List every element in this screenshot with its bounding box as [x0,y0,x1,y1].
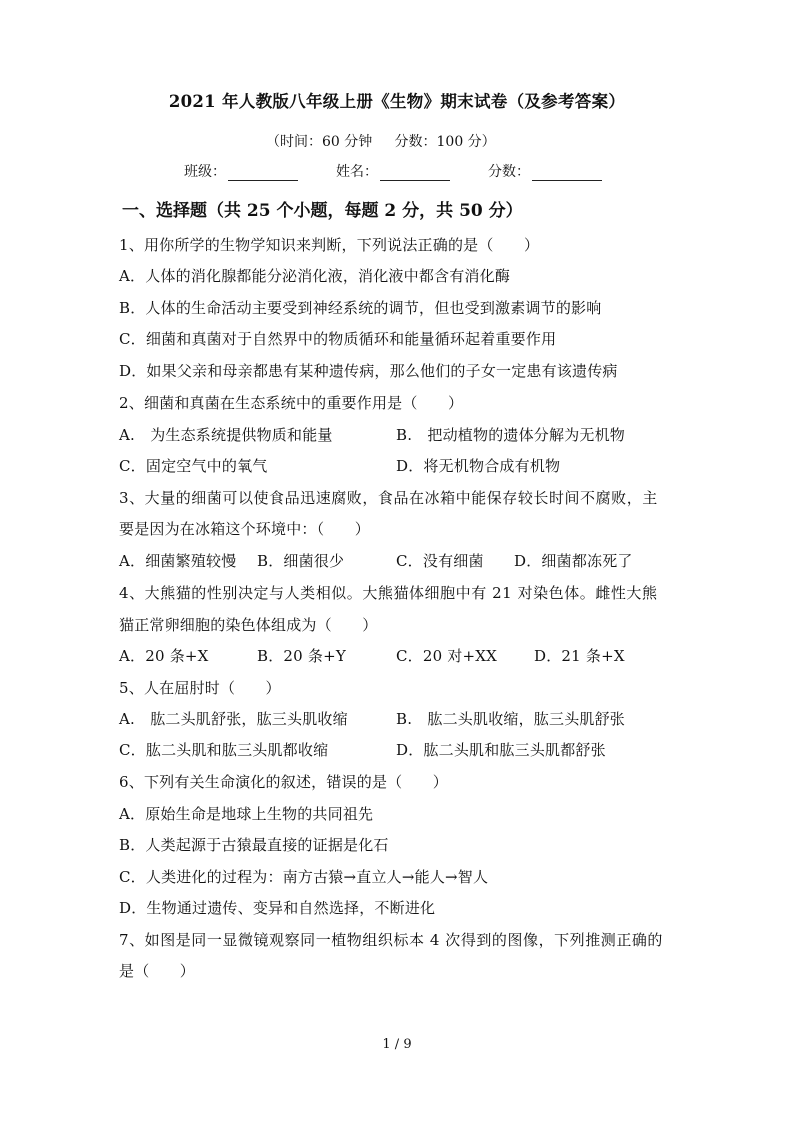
question-3-option-b: B．细菌很少 [257,552,345,570]
class-label: 班级： [184,164,226,180]
question-3-stem-line-2: 要是因为在冰箱这个环境中：（ ） [119,520,370,538]
question-1-option-a: A．人体的消化腺都能分泌消化液，消化液中都含有消化酶 [119,267,511,285]
question-5-row-1 [119,708,625,729]
score-field[interactable] [488,161,602,181]
question-2-option-a: A. 为生态系统提供物质和能量 [119,426,333,444]
question-4-option-d: D．21 条+X [534,647,625,665]
name-label: 姓名： [336,164,378,180]
name-blank-line[interactable] [380,165,450,181]
question-1-stem: 1、用你所学的生物学知识来判断，下列说法正确的是（ ） [119,236,540,254]
question-4-stem-line-1: 4、大熊猫的性别决定与人类相似。大熊猫体细胞中有 21 对染色体。雌性大熊 [119,584,658,602]
question-7-stem-line-2: 是（ ） [119,962,196,980]
score-label: 分数： [488,164,530,180]
class-field[interactable] [184,161,298,181]
question-6-option-c: C．人类进化的过程为：南方古猿→直立人→能人→智人 [119,868,489,886]
question-2-row-2 [119,455,561,476]
page-number: 1 / 9 [382,1037,412,1052]
question-3-option-d: D．细菌都冻死了 [514,552,633,570]
question-1-option-c: C．细菌和真菌对于自然界中的物质循环和能量循环起着重要作用 [119,330,557,348]
question-1-option-d: D．如果父亲和母亲都患有某种遗传病，那么他们的子女一定患有该遗传病 [119,362,618,380]
question-6-option-b: B．人类起源于古猿最直接的证据是化石 [119,836,389,854]
question-2-row-1 [119,424,625,445]
question-3-option-c: C．没有细菌 [396,552,484,570]
question-4-stem-line-2: 猫正常卵细胞的染色体组成为（ ） [119,616,378,634]
exam-title: 2021 年人教版八年级上册《生物》期末试卷（及参考答案） [168,92,626,111]
question-5-stem: 5、人在屈肘时（ ） [119,679,281,697]
question-5-option-d: D．肱二头肌和肱三头肌都舒张 [396,741,606,759]
exam-time-score: （时间：60 分钟 分数：100 分） [266,134,496,150]
score-blank-line[interactable] [532,165,602,181]
question-3-options [119,550,659,572]
question-4-option-a: A．20 条+X [119,647,209,665]
section-heading: 一、选择题（共 25 个小题，每题 2 分，共 50 分） [122,201,523,221]
question-6-option-d: D．生物通过遗传、变异和自然选择，不断进化 [119,899,436,917]
question-2-option-c: C．固定空气中的氧气 [119,457,268,475]
question-2-stem: 2、细菌和真菌在生态系统中的重要作用是（ ） [119,394,464,412]
student-info-row [184,161,624,183]
question-2-option-b: B. 把动植物的遗体分解为无机物 [396,426,625,444]
question-4-option-c: C．20 对+XX [396,647,498,665]
question-7-stem-line-1: 7、如图是同一显微镜观察同一植物组织标本 4 次得到的图像，下列推测正确的 [119,931,663,949]
question-5-option-b: B. 肱二头肌收缩，肱三头肌舒张 [396,710,625,728]
question-3-stem-line-1: 3、大量的细菌可以使食品迅速腐败，食品在冰箱中能保存较长时间不腐败，主 [119,489,658,507]
question-2-option-d: D．将无机物合成有机物 [396,457,561,475]
question-1-option-b: B．人体的生命活动主要受到神经系统的调节，但也受到激素调节的影响 [119,299,602,317]
question-4-option-b: B．20 条+Y [257,647,346,665]
question-5-row-2 [119,739,606,760]
question-6-option-a: A．原始生命是地球上生物的共同祖先 [119,805,374,823]
question-5-option-c: C．肱二头肌和肱三头肌都收缩 [119,741,329,759]
question-4-options [119,645,659,667]
question-3-option-a: A．细菌繁殖较慢 [119,552,237,570]
question-6-stem: 6、下列有关生命演化的叙述，错误的是（ ） [119,773,448,791]
question-5-option-a: A. 肱二头肌舒张，肱三头肌收缩 [119,710,348,728]
class-blank-line[interactable] [228,165,298,181]
name-field[interactable] [336,161,450,181]
